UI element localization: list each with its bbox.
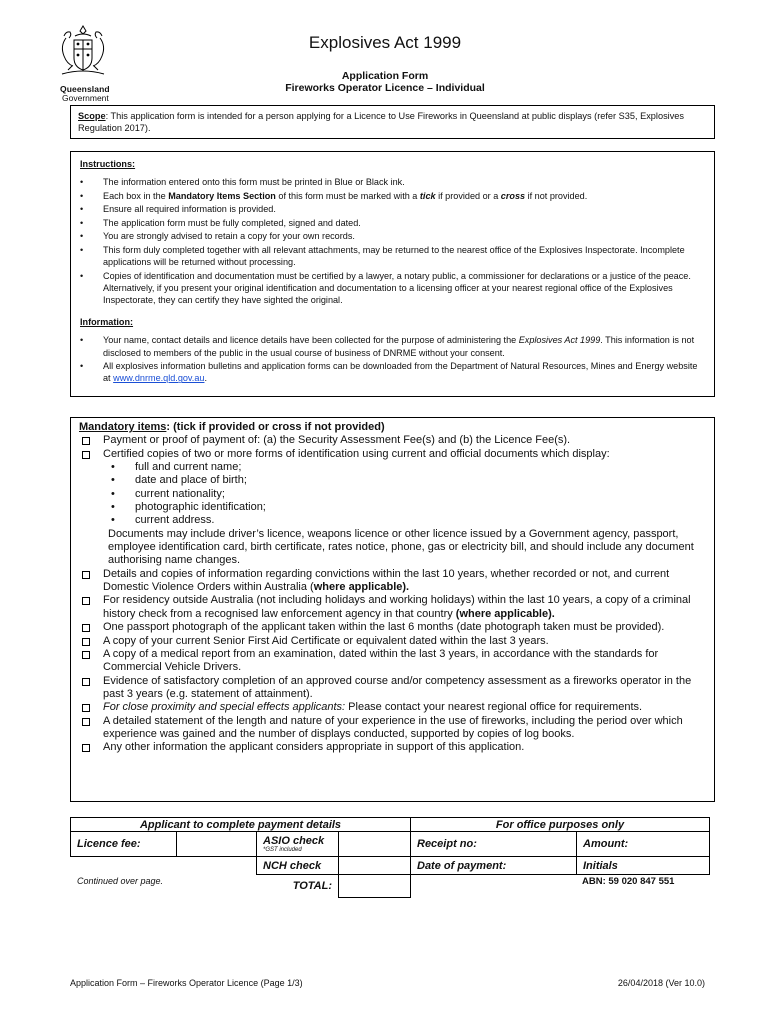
first-aid-checkbox[interactable] <box>82 638 90 646</box>
office-use-header: For office purposes only <box>411 818 710 832</box>
list-item: • photographic identification; <box>79 501 706 514</box>
document-title: Explosives Act 1999 <box>308 33 462 52</box>
asio-check-field[interactable] <box>339 832 411 857</box>
abn-number: ABN: 59 020 847 551 <box>582 876 675 887</box>
licence-fee-field[interactable] <box>177 832 257 857</box>
list-item <box>80 230 705 242</box>
checklist-text: Please contact your nearest regional office for requirements. <box>345 701 643 714</box>
total-field[interactable] <box>339 875 411 898</box>
list-item <box>80 270 705 306</box>
checklist-item-residency <box>79 594 706 621</box>
information-list <box>80 334 705 384</box>
list-item <box>80 217 705 229</box>
medical-checkbox[interactable] <box>82 651 90 659</box>
list-item <box>80 203 705 215</box>
instruction-text: You are strongly advised to retain a copy for your own records. <box>103 231 355 242</box>
list-item <box>80 190 705 202</box>
mandatory-items-box <box>70 417 715 802</box>
checklist-text: Details and copies of information regarding convictions within the last 10 years, whether recorded or not, and current Domestic Violence Orders within Australia ( <box>103 567 670 594</box>
licence-fee-label: Licence fee: <box>71 832 177 857</box>
list-item <box>80 244 705 268</box>
mandatory-heading <box>79 421 706 434</box>
nch-check-field[interactable] <box>339 857 411 875</box>
identification-checkbox[interactable] <box>82 451 90 459</box>
checklist-bold: where applicable). <box>313 581 410 594</box>
list-item <box>80 360 705 384</box>
instruction-bold: Mandatory Items Section <box>168 190 276 201</box>
checklist-item-course <box>79 675 706 702</box>
tick-word: tick <box>419 190 436 201</box>
special-effects-checkbox[interactable] <box>82 704 90 712</box>
checklist-item-medical <box>79 648 706 675</box>
instructions-heading: Instructions: <box>80 159 136 169</box>
checklist-item-first-aid <box>79 635 706 648</box>
total-label: TOTAL: <box>292 880 332 893</box>
list-item: • full and current name; <box>79 461 706 474</box>
list-item <box>80 176 705 188</box>
scope-box <box>70 105 715 139</box>
checklist-italic: For close proximity and special effects applicants: <box>103 701 346 714</box>
course-checkbox[interactable] <box>82 678 90 686</box>
instruction-text: if provided or a <box>435 190 501 201</box>
checklist-text: Certified copies of two or more forms of identification using current and official documents which display: <box>103 447 610 460</box>
list-item: • date and place of birth; <box>79 474 706 487</box>
footer-form-name: Application Form – Fireworks Operator Licence (Page 1/3) <box>70 978 303 988</box>
list-item: • current address. <box>79 514 706 527</box>
form-name: Fireworks Operator Licence – Individual <box>285 82 485 94</box>
information-text: . This information is not disclosed to members of the public in the usual course of business of DNRME without your consent. <box>103 335 695 358</box>
convictions-checkbox[interactable] <box>82 571 90 579</box>
scope-text: : This application form is intended for a person applying for a Licence to Use Fireworks in Queensland at public displays (refer S35, Explosives Regulation 2017). <box>78 111 685 133</box>
instruction-text: The information entered onto this form must be printed in Blue or Black ink. <box>103 177 405 187</box>
checklist-item-identification <box>79 448 706 461</box>
checklist-text: A copy of a medical report from an examination, dated within the last 3 years, in accordance with the standards for Commercial Vehicle Drivers. <box>103 647 659 674</box>
date-of-payment-label: Date of payment: <box>411 857 577 875</box>
list-item: • current nationality; <box>79 488 706 501</box>
asio-check-label: ASIO check <box>263 834 325 847</box>
form-type: Application Form <box>341 70 429 82</box>
queensland-crest-logo <box>58 24 108 82</box>
checklist-text: Any other information the applicant considers appropriate in support of this application. <box>103 741 525 754</box>
residency-checkbox[interactable] <box>82 597 90 605</box>
checklist-item-other <box>79 741 706 754</box>
initials-label: Initials <box>577 857 710 875</box>
instruction-text: This form duly completed together with all relevant attachments, may be returned to the nearest office of the Explosives Inspectorate. Incomplete applications will be returned without processing. <box>103 244 685 268</box>
act-name: Explosives Act 1999 <box>518 335 601 346</box>
checklist-text: One passport photograph of the applicant taken within the last 6 months (date photograph taken must be provided). <box>103 621 665 634</box>
instruction-text: Each box in the <box>103 190 169 201</box>
checklist-text: For residency outside Australia (not including holidays and working holidays) within the last 10 years, a copy of a criminal history check from a recognised law enforcement agency in that country <box>103 594 691 620</box>
checklist-text: Evidence of satisfactory completion of an approved course and/or competency assessment as a fireworks operator in the past 3 years (e.g. statement of attainment). <box>103 674 692 700</box>
receipt-no-label: Receipt no: <box>411 832 577 857</box>
information-heading: Information: <box>80 317 134 328</box>
instruction-text: Copies of identification and documentation must be certified by a lawyer, a notary public, a commissioner for declarations or a justice of the peace. Alternatively, if you present your original identification and documentation to a licensing officer at your nearest regional office of the Explosives Inspectorate, they can certify they have sighted the original. <box>103 270 691 305</box>
photograph-checkbox[interactable] <box>82 624 90 632</box>
instruction-text: of this form must be marked with a <box>275 190 420 201</box>
amount-label: Amount: <box>577 832 710 857</box>
checklist-item-experience <box>79 715 706 742</box>
mandatory-heading-label: Mandatory items <box>79 421 167 433</box>
logo-name: Queensland <box>60 84 110 94</box>
asio-check-cell <box>257 832 339 857</box>
nch-check-label: NCH check <box>257 857 339 875</box>
instruction-text: Ensure all required information is provided. <box>103 204 276 215</box>
instructions-list <box>80 176 705 306</box>
checklist-item-convictions <box>79 568 706 595</box>
scope-label: Scope <box>78 111 106 121</box>
instruction-text: The application form must be fully completed, signed and dated. <box>103 217 361 228</box>
experience-checkbox[interactable] <box>82 718 90 726</box>
documents-note: Documents may include driver’s licence, weapons licence or other licence issued by a Government agency, passport, employee identification card, birth certificate, rates notice, phone, gas or electricity bill, and should include any document authorising name changes. <box>108 527 694 567</box>
checklist-text: A copy of your current Senior First Aid Certificate or equivalent dated within the last 3 years. <box>103 634 549 647</box>
instruction-text: if not provided. <box>525 190 588 201</box>
footer-date-version: 26/04/2018 (Ver 10.0) <box>617 978 705 988</box>
list-item <box>80 334 705 358</box>
cross-word: cross <box>500 190 526 201</box>
payment-checkbox[interactable] <box>82 437 90 445</box>
instructions-box <box>70 151 715 397</box>
logo-subtitle: Government <box>62 93 109 103</box>
checklist-item-payment <box>79 434 706 447</box>
other-info-checkbox[interactable] <box>82 744 90 752</box>
information-text: Your name, contact details and licence details have been collected for the purpose of administering the <box>103 335 519 346</box>
continued-note: Continued over page. <box>77 876 164 886</box>
checklist-text: Payment or proof of payment of: (a) the Security Assessment Fee(s) and (b) the Licence Fee(s). <box>103 434 571 447</box>
dnrme-website-link[interactable]: www.dnrme.qld.gov.au <box>113 373 205 384</box>
checklist-text: A detailed statement of the length and nature of your experience in the use of fireworks, including the period over which experience was gained and the number of displays conducted, supported by copies of log books. <box>103 714 683 740</box>
gst-note: *GST included <box>263 846 302 853</box>
checklist-bold: (where applicable). <box>455 607 555 620</box>
information-text: All explosives information bulletins and application forms can be downloaded from the Department of Natural Resources, Mines and Energy website at <box>103 361 698 384</box>
mandatory-heading-rest: : (tick if provided or cross if not provided) <box>166 421 385 433</box>
identification-sublist <box>79 461 706 528</box>
checklist-item-photograph <box>79 621 706 634</box>
checklist-item-special-effects <box>79 701 706 714</box>
applicant-payment-header: Applicant to complete payment details <box>71 818 411 832</box>
information-text: . <box>204 373 207 384</box>
